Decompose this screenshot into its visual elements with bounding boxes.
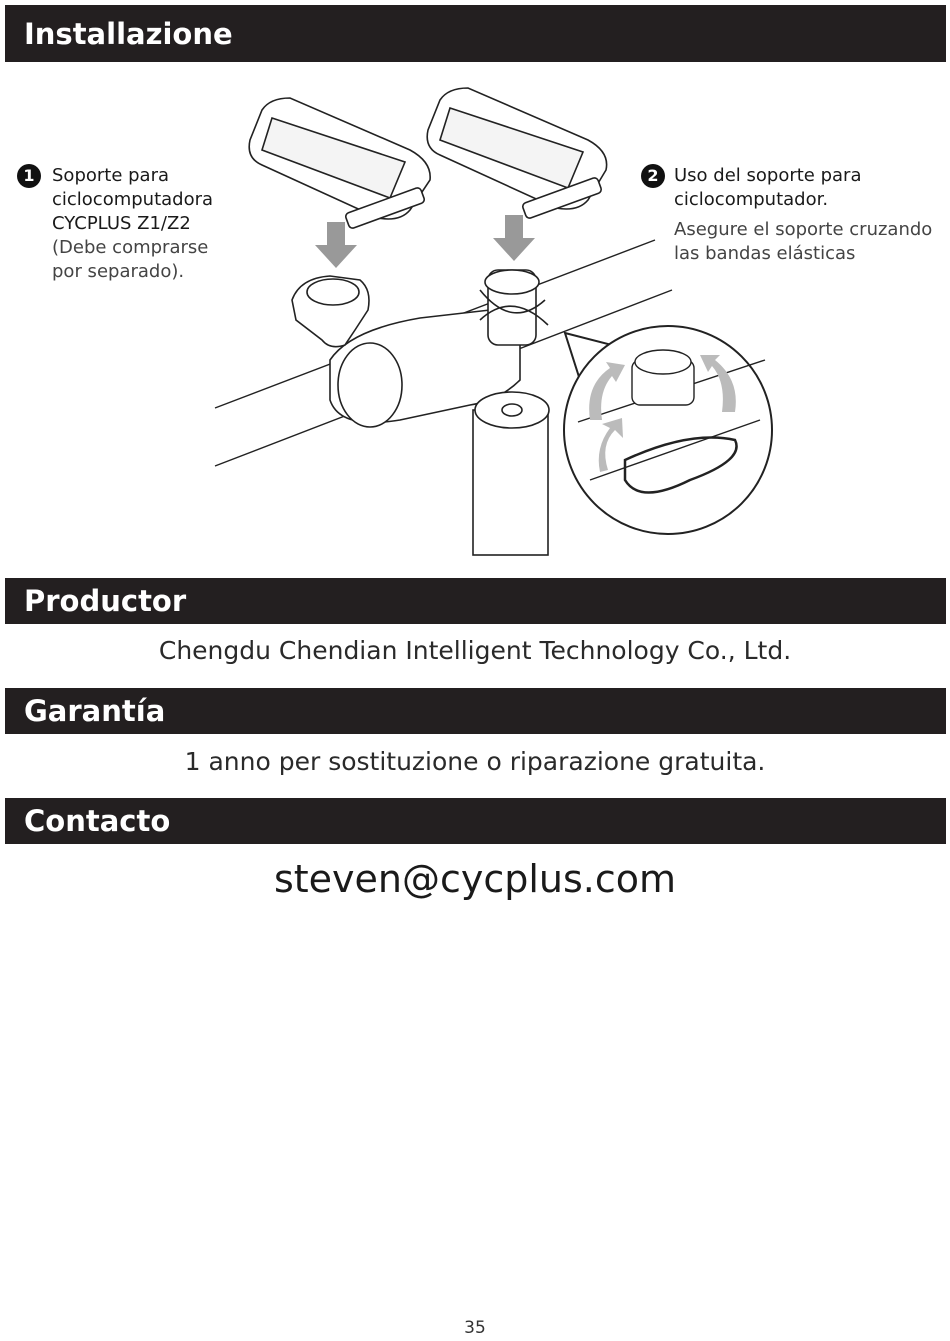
step-1-line-3: CYCPLUS Z1/Z2 (52, 213, 191, 234)
step-2-text (674, 164, 932, 266)
step-2-number-badge: 2 (641, 164, 665, 188)
section-title: Productor (24, 584, 187, 618)
producer-name: Chengdu Chendian Intelligent Technology Co., Ltd. (158, 636, 792, 665)
step-2-note-line-2: las bandas elásticas (674, 243, 856, 264)
section-title: Installazione (24, 16, 233, 51)
section-title: Garantía (24, 694, 166, 728)
stem-clamp (338, 343, 402, 427)
top-cap-bolt (502, 404, 522, 416)
step-2-line-1: Uso del soporte para (674, 165, 862, 186)
down-arrow-2 (493, 215, 535, 261)
contact-email[interactable]: steven@cycplus.com (273, 857, 677, 901)
step-1-line-2: ciclocomputadora (52, 189, 214, 210)
section-title: Contacto (24, 804, 171, 838)
step-1-text (52, 164, 213, 284)
step-1-line-1: Soporte para (52, 165, 170, 186)
section-header-warranty (5, 688, 946, 734)
step-1-number-badge: 1 (17, 164, 41, 188)
steerer-tube (473, 410, 548, 555)
mount-1-face (307, 279, 359, 305)
detail-mount-face (635, 350, 691, 374)
step-2-note-line-1: Asegure el soporte cruzando (674, 219, 933, 240)
mount-2-face (485, 270, 539, 294)
step-2-line-2: ciclocomputador. (674, 189, 829, 210)
section-header-producer (5, 578, 946, 624)
step-1-note-line-1: (Debe comprarse (52, 237, 209, 258)
page-number: 35 (464, 1318, 486, 1338)
section-header-contact (5, 798, 946, 844)
warranty-text: 1 anno per sostituzione o riparazione gratuita. (184, 747, 766, 776)
step-1-note-line-2: por separado). (52, 261, 185, 282)
down-arrow-1 (315, 222, 357, 268)
